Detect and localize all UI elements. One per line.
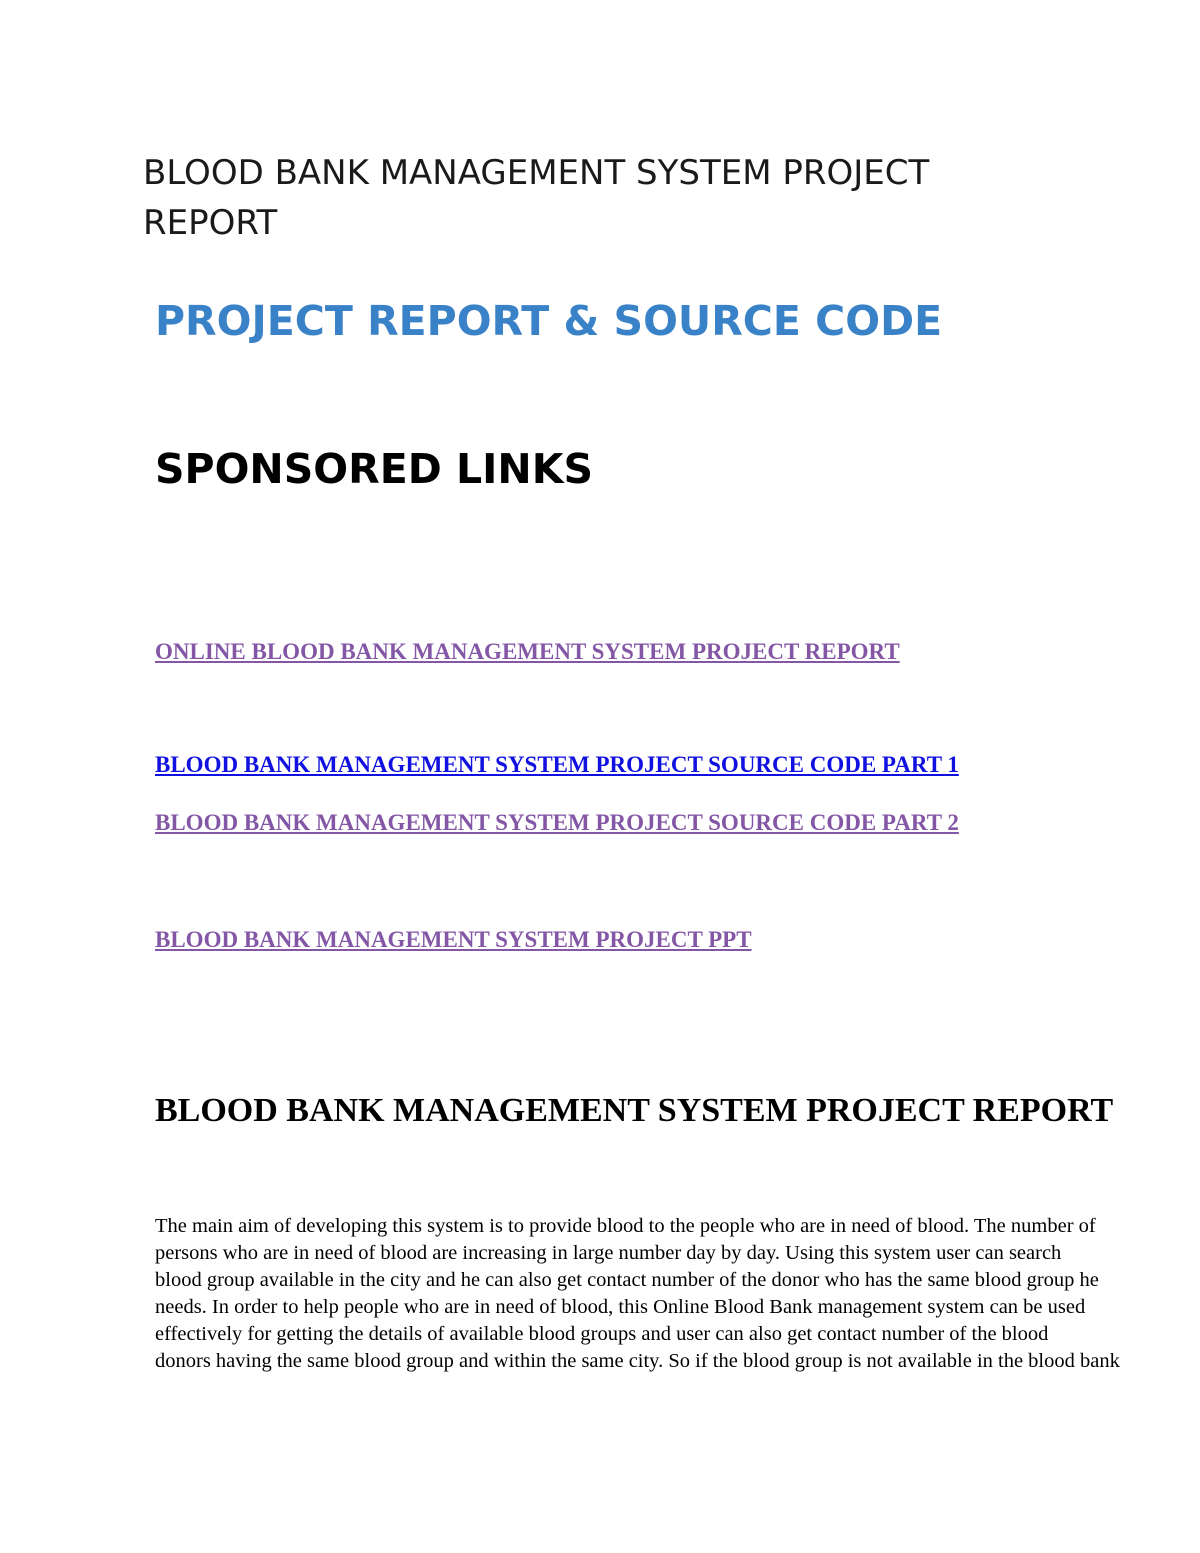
paragraph-line: donors having the same blood group and within the same city. So if the blood group is not available in the blood bank (155, 1350, 1120, 1372)
sponsored-links-heading: SPONSORED LINKS (155, 445, 594, 493)
link-online-project-report[interactable]: ONLINE BLOOD BANK MANAGEMENT SYSTEM PROJECT REPORT (155, 639, 900, 664)
section-heading: PROJECT REPORT & SOURCE CODE (155, 297, 943, 345)
report-heading: BLOOD BANK MANAGEMENT SYSTEM PROJECT REPORT (155, 1092, 1114, 1129)
paragraph-line: persons who are in need of blood are increasing in large number day by day. Using this system user can search (155, 1242, 1062, 1264)
paragraph-line: needs. In order to help people who are in need of blood, this Online Blood Bank management system can be used (155, 1296, 1086, 1318)
link-source-code-part-1[interactable]: BLOOD BANK MANAGEMENT SYSTEM PROJECT SOURCE CODE PART 1 (155, 752, 959, 777)
report-paragraph (155, 1213, 1200, 1375)
link-project-ppt[interactable]: BLOOD BANK MANAGEMENT SYSTEM PROJECT PPT (155, 927, 752, 952)
paragraph-line: blood group available in the city and he can also get contact number of the donor who has the same blood group he (155, 1269, 1099, 1291)
link-source-code-part-2[interactable]: BLOOD BANK MANAGEMENT SYSTEM PROJECT SOURCE CODE PART 2 (155, 810, 959, 835)
paragraph-line: effectively for getting the details of available blood groups and user can also get contact number of the blood (155, 1323, 1049, 1345)
paragraph-line: The main aim of developing this system is to provide blood to the people who are in need of blood. The number of (155, 1215, 1096, 1237)
document-title: BLOOD BANK MANAGEMENT SYSTEM PROJECT REPORT (143, 153, 930, 243)
